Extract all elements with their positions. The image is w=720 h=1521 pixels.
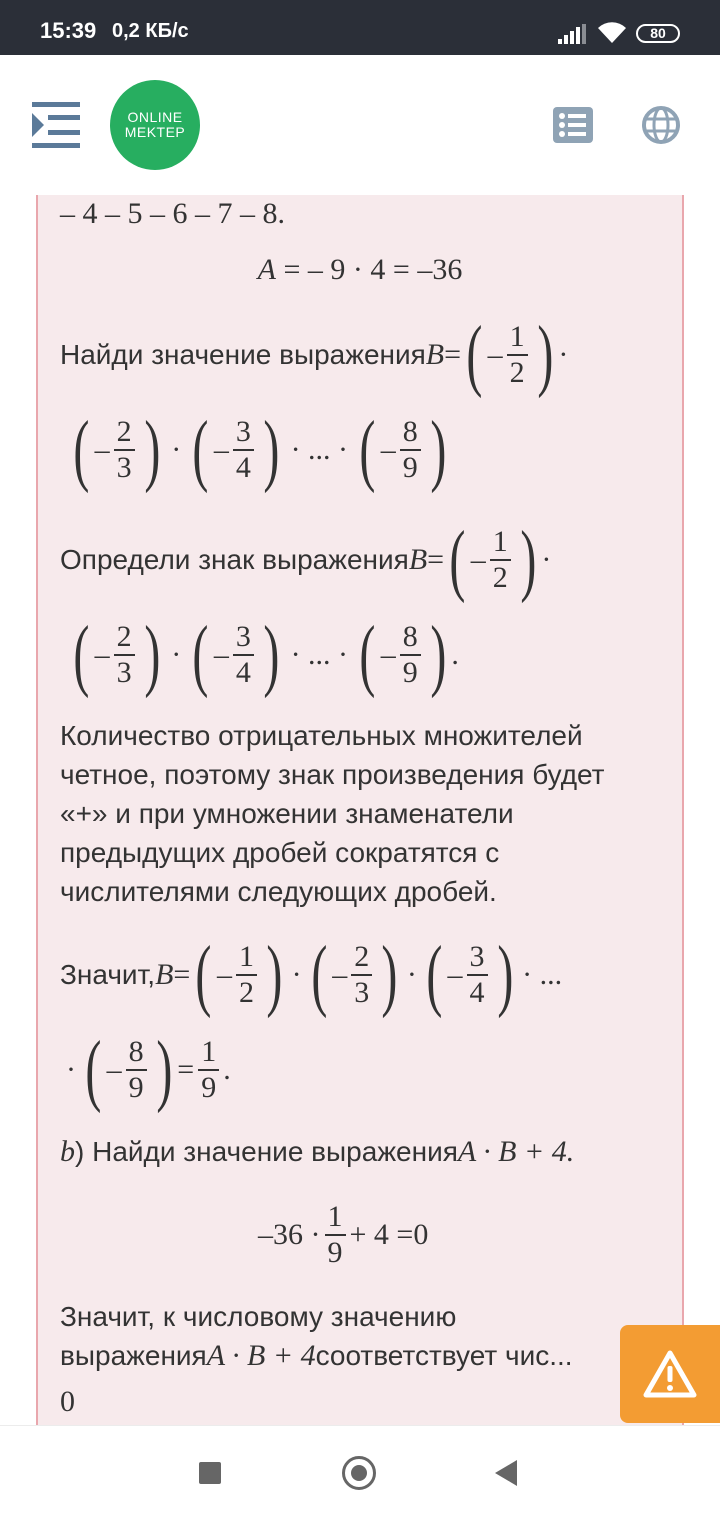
status-time: 15:39 [40,18,97,43]
list-icon[interactable] [553,107,593,143]
back-button[interactable] [495,1460,517,1486]
a-value-formula: A = – 9 · 4 = –36 [257,253,463,286]
report-error-button[interactable] [620,1325,720,1423]
part-b-heading: b ) Найди значение выражения A · B + 4. [60,1135,575,1168]
sign-b-line: Определи знак выражения B = ( – $\frac{1}{2}$ ) · [60,516,552,604]
logo-text-bottom: MEKTEP [124,124,186,140]
fraction-3-4: $\frac{3}{4}$ [233,415,254,485]
menu-collapse-icon[interactable] [28,102,80,148]
fraction-3-4: $\frac{3}{4}$ [233,620,254,690]
explanation-line-4: предыдущих дробей сократятся с [60,837,500,868]
fraction-2-3: $\frac{2}{3}$ [114,415,135,485]
fraction-1-2: $\frac{1}{2}$ [507,320,528,390]
fraction-3-4: $\frac{3}{4}$ [467,940,488,1010]
find-b-line: Найди значение выражения B = ( – $\frac{1}{2}$ ) · [60,311,569,399]
fraction-8-9: $\frac{8}{9}$ [400,415,421,485]
final-line-2: выражения A · B + 4 соответствует чис... [60,1339,573,1372]
result-fraction-1-9: $\frac{1}{9}$ [198,1035,219,1105]
explanation-line-1: Количество отрицательных множителей [60,720,583,751]
find-b-factors: ( – $\frac{2}{3}$ ) · ( – $\frac{3}{4}$ ) · ... · ( – $\frac{8}{9}$ ) [73,406,446,494]
fraction-1-9: $\frac{1}{9}$ [325,1200,346,1270]
part-b-calculation: –36 · $\frac{1}{9}$ + 4 =0 [258,1200,429,1269]
sign-b-factors: ( – $\frac{2}{3}$ ) · ( – $\frac{3}{4}$ ) · ... · ( – $\frac{8}{9}$ ) . [73,611,459,699]
explanation-line-5: числителями следующих дробей. [60,876,497,907]
warning-icon [643,1350,697,1398]
b-result-line: Значит, B = ( – $\frac{1}{2}$ ) · ( – $\frac{2}{3}$ ) · ( – $\frac{3}{4}$ ) · ... [60,931,563,1019]
explanation-line-3: «+» и при умножении знаменатели [60,798,514,829]
signal-icon [558,24,586,44]
online-mektep-logo[interactable] [110,80,200,170]
fraction-1-2: $\frac{1}{2}$ [236,940,257,1010]
solution-card [36,195,684,1425]
status-bar [0,0,720,55]
status-network-speed: 0,2 КБ/с [112,20,189,42]
app-header [0,55,720,195]
home-button[interactable] [342,1456,376,1490]
fraction-8-9: $\frac{8}{9}$ [126,1035,147,1105]
final-line-1: Значит, к числовому значению [60,1301,457,1332]
b-result-line-2: · ( – $\frac{8}{9}$ ) = $\frac{1}{9}$ . [66,1026,231,1114]
logo-text-top: ONLINE [127,109,183,125]
wifi-icon [597,22,627,44]
fraction-2-3: $\frac{2}{3}$ [351,940,372,1010]
explanation-line-2: четное, поэтому знак произведения будет [60,759,605,790]
fraction-1-2: $\frac{1}{2}$ [490,525,511,595]
system-nav-bar [0,1425,720,1521]
recent-apps-button[interactable] [199,1462,221,1484]
final-answer: 0 [60,1385,75,1418]
globe-icon[interactable] [641,105,681,145]
sum-line-tail: – 4 – 5 – 6 – 7 – 8. [60,197,285,230]
fraction-2-3: $\frac{2}{3}$ [114,620,135,690]
battery-icon: 80 [636,24,680,43]
fraction-8-9: $\frac{8}{9}$ [400,620,421,690]
